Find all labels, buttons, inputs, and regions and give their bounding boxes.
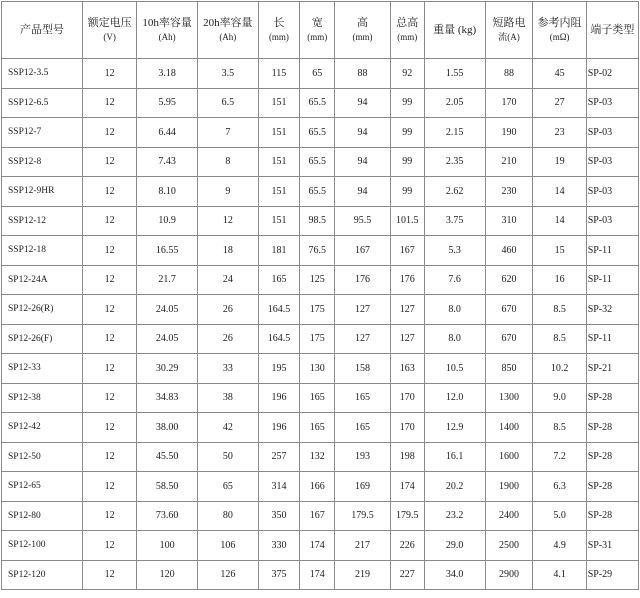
table-row [2, 59, 639, 89]
table-cell: 99 [390, 118, 424, 148]
model-cell: SSP12-8 [2, 147, 83, 177]
table-cell: 167 [335, 236, 390, 266]
table-cell: 80 [197, 501, 258, 531]
terminal-cell: SP-03 [586, 88, 638, 118]
table-cell: 24.05 [137, 295, 198, 325]
table-cell: 174 [300, 560, 335, 590]
table-cell: 165 [335, 413, 390, 443]
table-cell: 165 [300, 413, 335, 443]
table-cell: 179.5 [335, 501, 390, 531]
table-cell: 15 [533, 236, 586, 266]
table-cell: 620 [485, 265, 533, 295]
table-cell: 195 [258, 354, 300, 384]
column-header-label: 端子类型 [590, 24, 635, 36]
table-cell: 34.0 [424, 560, 485, 590]
table-cell: 38 [197, 383, 258, 413]
table-cell: 73.60 [137, 501, 198, 531]
column-header [2, 2, 83, 59]
table-cell: 38.00 [137, 413, 198, 443]
table-row [2, 295, 639, 325]
table-cell: 350 [258, 501, 300, 531]
column-header-label: 产品型号 [19, 24, 64, 36]
table-cell: 127 [390, 295, 424, 325]
table-cell: 1.55 [424, 59, 485, 89]
table-cell: 29.0 [424, 531, 485, 561]
table-cell: 10.5 [424, 354, 485, 384]
table-cell: 1900 [485, 472, 533, 502]
table-cell: 99 [390, 177, 424, 207]
table-cell: 12.0 [424, 383, 485, 413]
terminal-cell: SP-28 [586, 501, 638, 531]
table-cell: 164.5 [258, 324, 300, 354]
table-cell: 1400 [485, 413, 533, 443]
model-cell: SP12-100 [2, 531, 83, 561]
table-cell: 14 [533, 206, 586, 236]
terminal-cell: SP-03 [586, 147, 638, 177]
table-cell: 3.75 [424, 206, 485, 236]
column-header [485, 2, 533, 59]
column-header-unit: (mΩ) [549, 32, 570, 42]
table-cell: 6.44 [137, 118, 198, 148]
table-cell: 165 [335, 383, 390, 413]
table-cell: 8.0 [424, 295, 485, 325]
table-row [2, 236, 639, 266]
table-cell: 193 [335, 442, 390, 472]
table-cell: 174 [390, 472, 424, 502]
table-cell: 2.15 [424, 118, 485, 148]
table-row [2, 383, 639, 413]
table-cell: 330 [258, 531, 300, 561]
table-cell: 12 [82, 59, 136, 89]
table-row [2, 354, 639, 384]
model-cell: SP12-33 [2, 354, 83, 384]
table-cell: 257 [258, 442, 300, 472]
column-header [82, 2, 136, 59]
table-row [2, 472, 639, 502]
terminal-cell: SP-32 [586, 295, 638, 325]
table-cell: 9 [197, 177, 258, 207]
table-cell: 23 [533, 118, 586, 148]
table-cell: 12 [82, 236, 136, 266]
table-cell: 16.55 [137, 236, 198, 266]
table-cell: 196 [258, 413, 300, 443]
column-header-label: 短路电 [492, 17, 526, 29]
table-cell: 30.29 [137, 354, 198, 384]
table-cell: 94 [335, 88, 390, 118]
table-cell: 65.5 [300, 177, 335, 207]
table-cell: 120 [137, 560, 198, 590]
table-cell: 310 [485, 206, 533, 236]
table-cell: 101.5 [390, 206, 424, 236]
table-cell: 210 [485, 147, 533, 177]
table-cell: 198 [390, 442, 424, 472]
table-row [2, 531, 639, 561]
table-cell: 12 [82, 531, 136, 561]
table-row [2, 413, 639, 443]
model-cell: SP12-80 [2, 501, 83, 531]
table-cell: 12 [82, 206, 136, 236]
table-cell: 12 [82, 265, 136, 295]
column-header-unit: (Ah) [219, 32, 237, 42]
model-cell: SP12-42 [2, 413, 83, 443]
table-cell: 20.2 [424, 472, 485, 502]
model-cell: SP12-26(R) [2, 295, 83, 325]
table-cell: 12 [82, 177, 136, 207]
table-row [2, 177, 639, 207]
table-row [2, 265, 639, 295]
terminal-cell: SP-28 [586, 442, 638, 472]
table-cell: 126 [197, 560, 258, 590]
table-cell: 16.1 [424, 442, 485, 472]
column-header-unit: (Ah) [158, 32, 176, 42]
model-cell: SSP12-12 [2, 206, 83, 236]
table-cell: 217 [335, 531, 390, 561]
column-header [533, 2, 586, 59]
table-cell: 7 [197, 118, 258, 148]
terminal-cell: SP-11 [586, 265, 638, 295]
table-cell: 170 [390, 383, 424, 413]
table-row [2, 442, 639, 472]
table-cell: 12 [82, 147, 136, 177]
table-cell: 8.5 [533, 413, 586, 443]
table-cell: 65.5 [300, 88, 335, 118]
table-cell: 99 [390, 88, 424, 118]
table-cell: 76.5 [300, 236, 335, 266]
table-cell: 24 [197, 265, 258, 295]
table-cell: 8.5 [533, 295, 586, 325]
table-cell: 98.5 [300, 206, 335, 236]
table-cell: 151 [258, 118, 300, 148]
table-cell: 226 [390, 531, 424, 561]
table-cell: 10.9 [137, 206, 198, 236]
table-row [2, 501, 639, 531]
table-cell: 151 [258, 88, 300, 118]
column-header [586, 2, 638, 59]
table-cell: 2900 [485, 560, 533, 590]
table-cell: 2.05 [424, 88, 485, 118]
column-header [390, 2, 424, 59]
table-cell: 196 [258, 383, 300, 413]
table-cell: 130 [300, 354, 335, 384]
table-cell: 12 [82, 383, 136, 413]
column-header [258, 2, 300, 59]
table-cell: 227 [390, 560, 424, 590]
column-header-label: 长 [273, 17, 285, 29]
table-cell: 176 [335, 265, 390, 295]
table-cell: 151 [258, 177, 300, 207]
table-cell: 106 [197, 531, 258, 561]
table-cell: 127 [390, 324, 424, 354]
table-cell: 26 [197, 324, 258, 354]
table-cell: 99 [390, 147, 424, 177]
table-cell: 3.18 [137, 59, 198, 89]
table-row [2, 118, 639, 148]
table-cell: 165 [300, 383, 335, 413]
battery-spec-table [1, 1, 639, 590]
model-cell: SSP12-9HR [2, 177, 83, 207]
table-cell: 100 [137, 531, 198, 561]
terminal-cell: SP-11 [586, 324, 638, 354]
table-cell: 94 [335, 118, 390, 148]
table-cell: 2400 [485, 501, 533, 531]
column-header [137, 2, 198, 59]
table-cell: 65.5 [300, 118, 335, 148]
table-cell: 127 [335, 324, 390, 354]
model-cell: SP12-38 [2, 383, 83, 413]
table-cell: 12 [82, 324, 136, 354]
column-header [335, 2, 390, 59]
table-cell: 7.43 [137, 147, 198, 177]
table-cell: 167 [390, 236, 424, 266]
column-header-unit: (mm) [307, 32, 328, 42]
table-cell: 10.2 [533, 354, 586, 384]
table-cell: 42 [197, 413, 258, 443]
table-cell: 88 [335, 59, 390, 89]
table-cell: 8.10 [137, 177, 198, 207]
table-cell: 4.9 [533, 531, 586, 561]
table-cell: 50 [197, 442, 258, 472]
table-cell: 45 [533, 59, 586, 89]
table-cell: 670 [485, 324, 533, 354]
terminal-cell: SP-28 [586, 472, 638, 502]
table-cell: 94 [335, 177, 390, 207]
table-cell: 21.7 [137, 265, 198, 295]
table-cell: 175 [300, 295, 335, 325]
table-cell: 7.6 [424, 265, 485, 295]
model-cell: SSP12-7 [2, 118, 83, 148]
table-cell: 88 [485, 59, 533, 89]
table-cell: 5.0 [533, 501, 586, 531]
column-header-unit: (V) [103, 32, 116, 42]
table-cell: 151 [258, 147, 300, 177]
table-cell: 460 [485, 236, 533, 266]
column-header [300, 2, 335, 59]
terminal-cell: SP-03 [586, 118, 638, 148]
table-cell: 3.5 [197, 59, 258, 89]
terminal-cell: SP-03 [586, 206, 638, 236]
column-header-label: 10h率容量 [142, 17, 192, 29]
table-cell: 2.62 [424, 177, 485, 207]
table-cell: 18 [197, 236, 258, 266]
table-cell: 1600 [485, 442, 533, 472]
column-header-label: 20h率容量 [203, 17, 253, 29]
table-cell: 190 [485, 118, 533, 148]
table-cell: 26 [197, 295, 258, 325]
table-cell: 179.5 [390, 501, 424, 531]
table-body [2, 59, 639, 590]
model-cell: SP12-24A [2, 265, 83, 295]
column-header-label: 高 [357, 17, 369, 29]
table-cell: 314 [258, 472, 300, 502]
table-cell: 2.35 [424, 147, 485, 177]
model-cell: SSP12-18 [2, 236, 83, 266]
table-cell: 4.1 [533, 560, 586, 590]
terminal-cell: SP-21 [586, 354, 638, 384]
table-cell: 23.2 [424, 501, 485, 531]
column-header [424, 2, 485, 59]
table-cell: 16 [533, 265, 586, 295]
column-header-unit: 流(A) [498, 32, 520, 42]
table-row [2, 206, 639, 236]
table-cell: 33 [197, 354, 258, 384]
table-cell: 125 [300, 265, 335, 295]
table-cell: 170 [390, 413, 424, 443]
table-cell: 230 [485, 177, 533, 207]
table-cell: 163 [390, 354, 424, 384]
table-cell: 65 [197, 472, 258, 502]
table-cell: 219 [335, 560, 390, 590]
column-header-label: 总高 [396, 17, 419, 29]
table-row [2, 560, 639, 590]
table-cell: 8 [197, 147, 258, 177]
column-header-unit: (mm) [352, 32, 373, 42]
terminal-cell: SP-02 [586, 59, 638, 89]
table-cell: 132 [300, 442, 335, 472]
table-cell: 12 [82, 88, 136, 118]
table-cell: 6.3 [533, 472, 586, 502]
table-cell: 12 [82, 472, 136, 502]
table-cell: 12 [82, 560, 136, 590]
model-cell: SP12-120 [2, 560, 83, 590]
table-cell: 670 [485, 295, 533, 325]
table-cell: 12 [82, 442, 136, 472]
terminal-cell: SP-29 [586, 560, 638, 590]
table-cell: 174 [300, 531, 335, 561]
table-cell: 12.9 [424, 413, 485, 443]
table-cell: 65 [300, 59, 335, 89]
column-header-label: 参考内阻 [537, 17, 582, 29]
table-cell: 58.50 [137, 472, 198, 502]
table-cell: 164.5 [258, 295, 300, 325]
table-cell: 92 [390, 59, 424, 89]
table-cell: 167 [300, 501, 335, 531]
column-header-label: 额定电压 [87, 17, 132, 29]
table-cell: 8.0 [424, 324, 485, 354]
terminal-cell: SP-28 [586, 383, 638, 413]
table-row [2, 88, 639, 118]
table-cell: 5.3 [424, 236, 485, 266]
table-cell: 9.0 [533, 383, 586, 413]
table-cell: 5.95 [137, 88, 198, 118]
column-header [197, 2, 258, 59]
column-header-label: 重量 (kg) [433, 24, 477, 36]
table-row [2, 147, 639, 177]
table-cell: 12 [82, 501, 136, 531]
table-cell: 45.50 [137, 442, 198, 472]
table-cell: 166 [300, 472, 335, 502]
table-cell: 14 [533, 177, 586, 207]
model-cell: SP12-65 [2, 472, 83, 502]
table-row [2, 324, 639, 354]
table-cell: 181 [258, 236, 300, 266]
table-cell: 12 [82, 354, 136, 384]
model-cell: SP12-50 [2, 442, 83, 472]
table-cell: 65.5 [300, 147, 335, 177]
table-cell: 165 [258, 265, 300, 295]
table-cell: 158 [335, 354, 390, 384]
table-cell: 12 [82, 295, 136, 325]
table-cell: 8.5 [533, 324, 586, 354]
table-cell: 1300 [485, 383, 533, 413]
table-cell: 12 [82, 118, 136, 148]
table-cell: 6.5 [197, 88, 258, 118]
table-cell: 12 [82, 413, 136, 443]
table-cell: 170 [485, 88, 533, 118]
column-header-label: 宽 [311, 17, 323, 29]
terminal-cell: SP-03 [586, 177, 638, 207]
column-header-unit: (mm) [397, 32, 418, 42]
model-cell: SSP12-6.5 [2, 88, 83, 118]
model-cell: SP12-26(F) [2, 324, 83, 354]
table-cell: 175 [300, 324, 335, 354]
model-cell: SSP12-3.5 [2, 59, 83, 89]
column-header-unit: (mm) [268, 32, 289, 42]
terminal-cell: SP-28 [586, 413, 638, 443]
table-cell: 375 [258, 560, 300, 590]
table-cell: 2500 [485, 531, 533, 561]
table-cell: 127 [335, 295, 390, 325]
table-cell: 151 [258, 206, 300, 236]
table-cell: 94 [335, 147, 390, 177]
terminal-cell: SP-11 [586, 236, 638, 266]
table-cell: 34.83 [137, 383, 198, 413]
table-cell: 115 [258, 59, 300, 89]
table-cell: 7.2 [533, 442, 586, 472]
table-cell: 24.05 [137, 324, 198, 354]
table-header-row [2, 2, 639, 59]
table-cell: 169 [335, 472, 390, 502]
table-cell: 95.5 [335, 206, 390, 236]
table-cell: 850 [485, 354, 533, 384]
table-cell: 176 [390, 265, 424, 295]
table-cell: 27 [533, 88, 586, 118]
table-cell: 19 [533, 147, 586, 177]
terminal-cell: SP-31 [586, 531, 638, 561]
table-cell: 12 [197, 206, 258, 236]
